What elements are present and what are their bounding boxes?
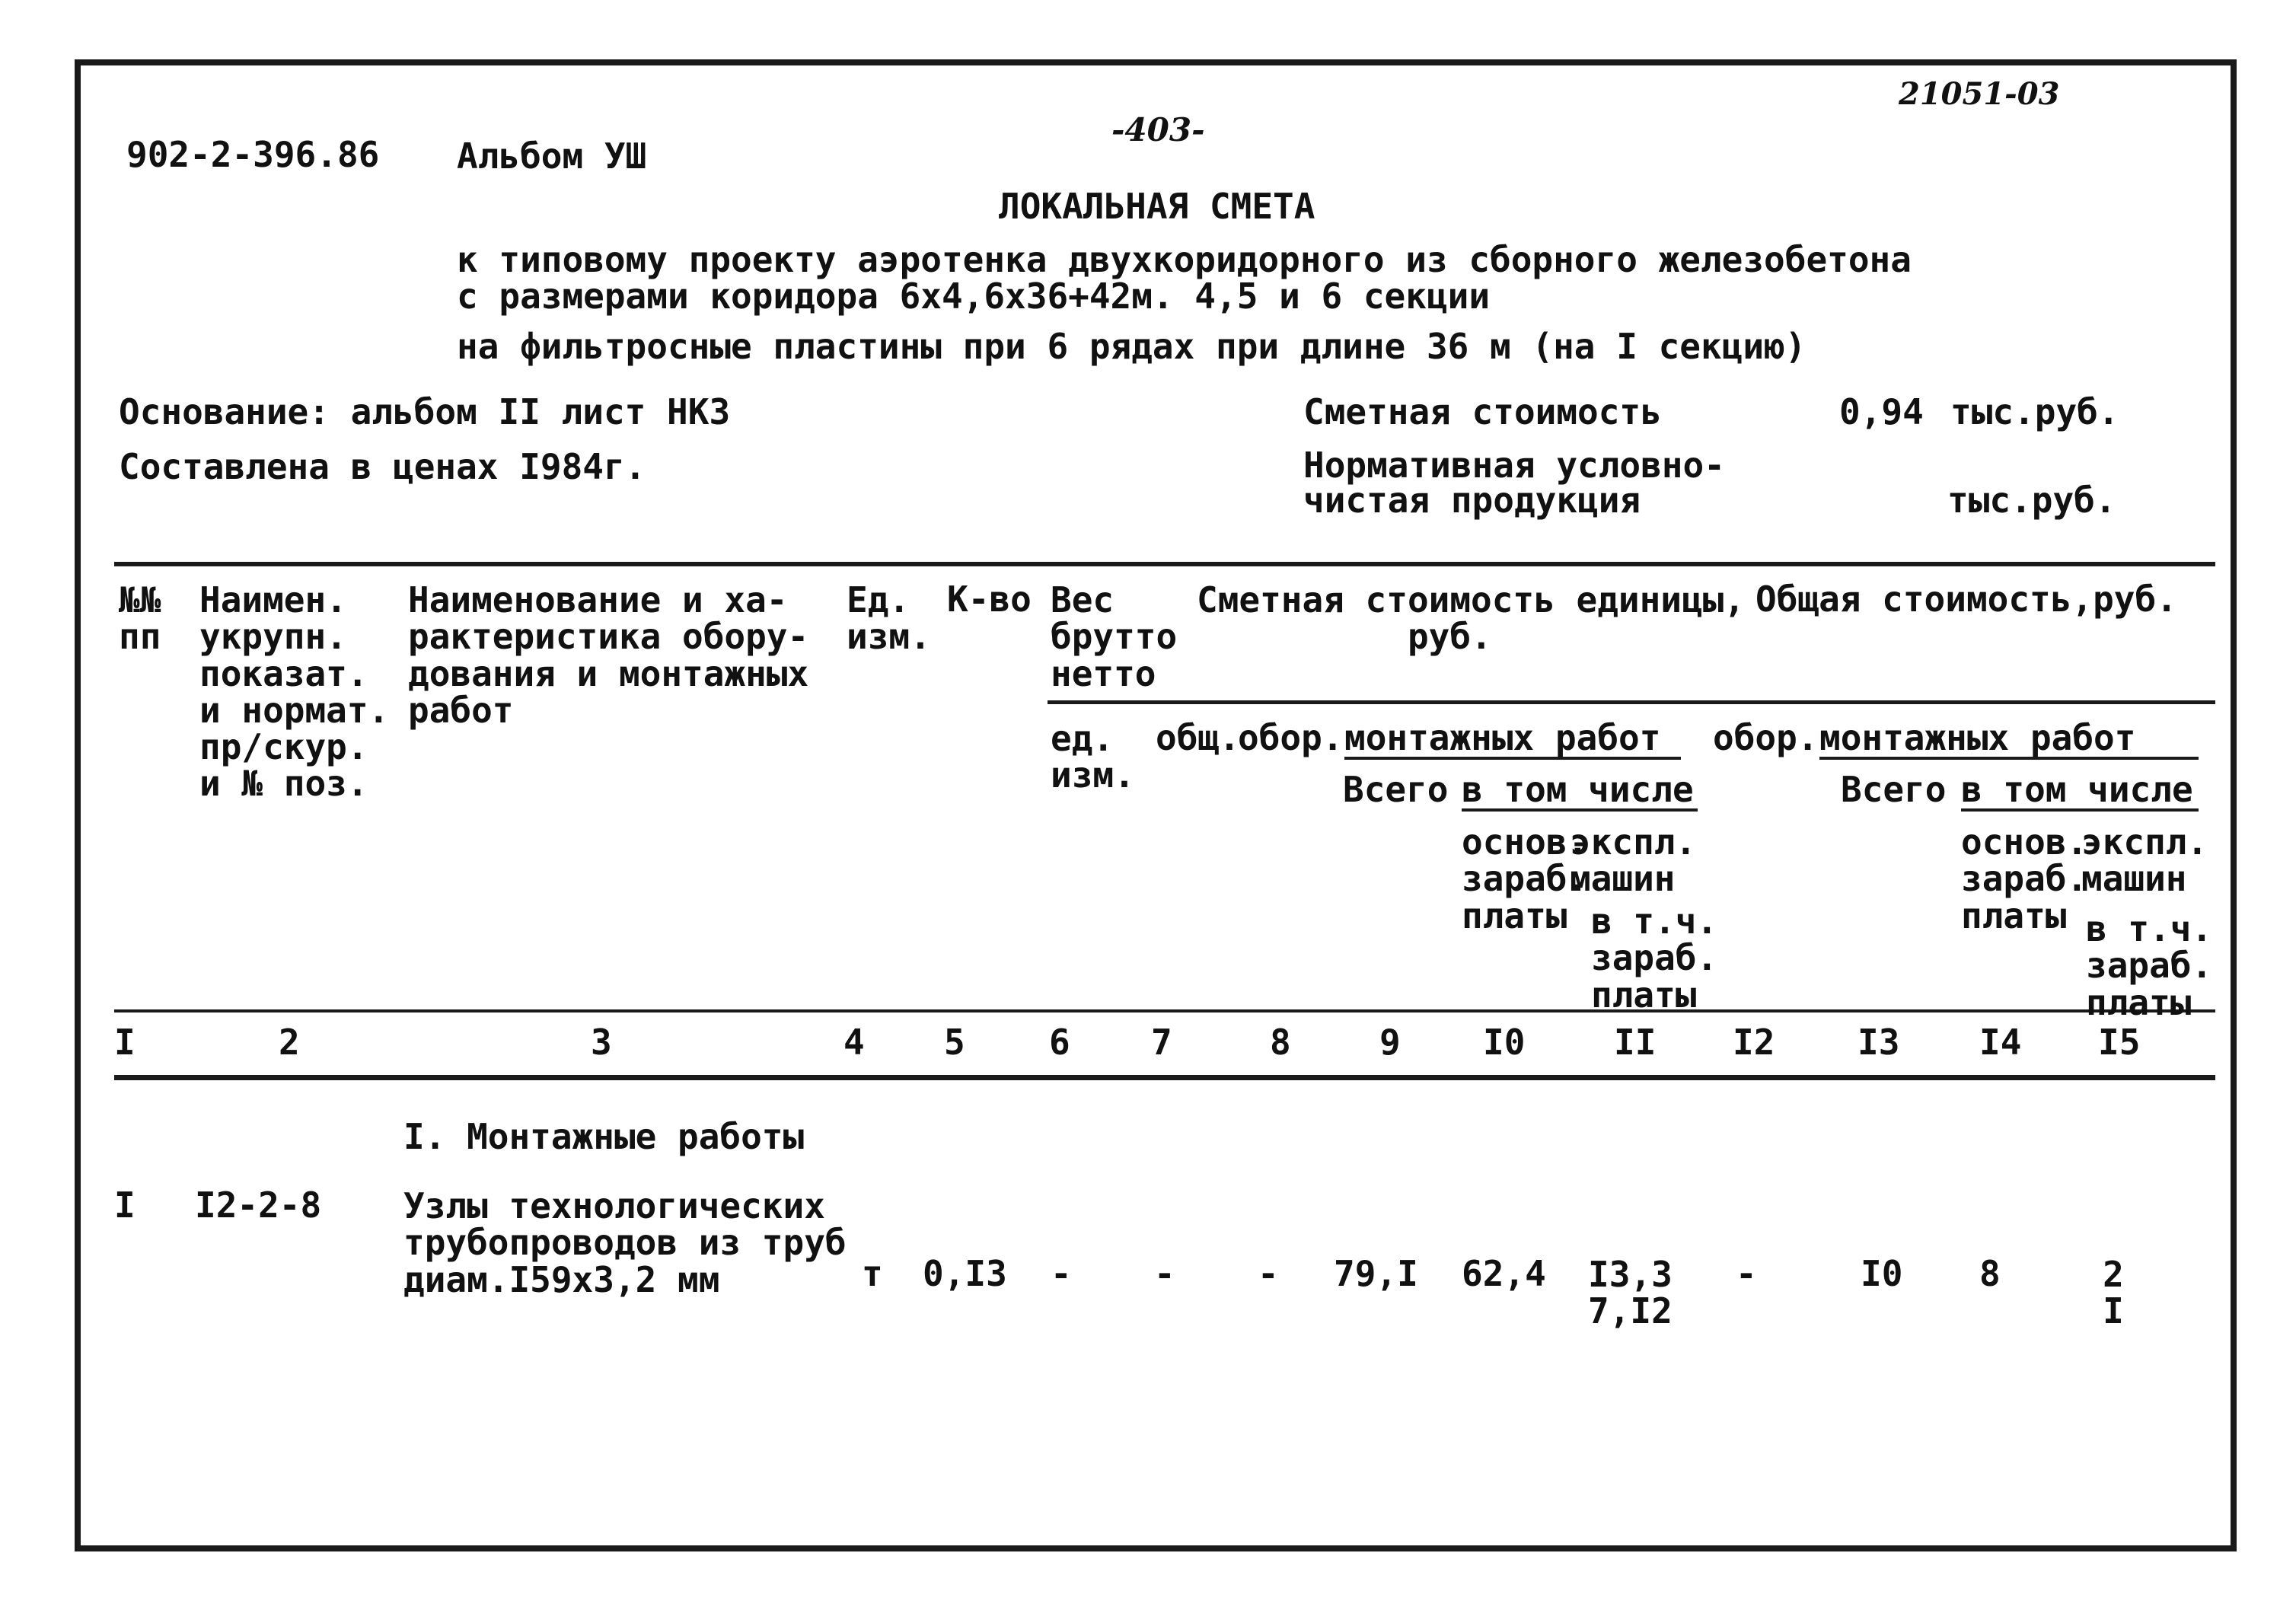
table-top-rule [114, 562, 2215, 566]
cost-label: Сметная стоимость [1303, 391, 1662, 432]
column-number: I2 [1733, 1022, 1775, 1063]
row-col13: I0 [1861, 1253, 1903, 1294]
cost-value: 0,94 [1839, 391, 1924, 432]
header-col-weight: Вес брутто нетто [1051, 579, 1178, 694]
column-number: 8 [1270, 1022, 1291, 1063]
row-col14: 8 [1979, 1253, 2001, 1294]
row-number: I [114, 1185, 136, 1226]
row-col10: 62,4 [1462, 1253, 1546, 1294]
header-obor-total: обор. [1713, 717, 1819, 758]
archive-stamp: 21051-03 [1899, 76, 2060, 112]
header-bottom-rule [114, 1009, 2215, 1012]
header-vtch-total: в том числе [1961, 772, 2199, 812]
subtitle-line-2: с размерами коридора 6х4,6х36+42м. 4,5 и 6 секции [457, 276, 1491, 317]
norm-label-1: Нормативная условно- [1303, 445, 1725, 486]
norm-unit: тыс.руб. [1947, 480, 2116, 521]
header-inner-rule [1048, 700, 2215, 704]
header-ekspl-unit: экспл. машин [1570, 821, 1697, 900]
row-col12: - [1736, 1253, 1757, 1294]
basis-label: Основание: альбом II лист НКЗ [119, 391, 731, 432]
column-number: 4 [843, 1022, 865, 1063]
project-code: 902-2-396.86 [126, 134, 380, 175]
document-title: ЛОКАЛЬНАЯ СМЕТА [999, 186, 1315, 227]
column-number: I5 [2098, 1022, 2141, 1063]
cost-unit: тыс.руб. [1950, 391, 2119, 432]
header-col-number: №№ пп [119, 579, 161, 658]
column-number: 9 [1379, 1022, 1401, 1063]
column-number: I4 [1979, 1022, 2022, 1063]
header-vtch-zp-unit: в т.ч. зараб. платы [1591, 901, 1718, 1016]
column-number: I3 [1858, 1022, 1900, 1063]
norm-label-2: чистая продукция [1303, 480, 1641, 521]
column-number: 3 [591, 1022, 612, 1063]
header-osnov-unit: основ. зараб. платы [1462, 821, 1589, 936]
page-number: -403- [1111, 111, 1205, 148]
column-number: 2 [279, 1022, 300, 1063]
subtitle-line-1: к типовому проекту аэротенка двухкоридорного из сборного железобетона [457, 239, 1912, 280]
section-title: I. Монтажные работы [403, 1116, 805, 1157]
header-col-unit: Ед. изм. [847, 579, 931, 658]
column-number: 7 [1151, 1022, 1172, 1063]
header-mont-total: монтажных работ [1819, 720, 2199, 760]
header-unit-cost: Сметная стоимость единицы, руб. [1197, 579, 1746, 658]
row-col11: I3,3 7,I2 [1588, 1254, 1673, 1332]
row-col15: 2 I [2103, 1254, 2124, 1332]
header-ekspl-total: экспл. машин [2081, 821, 2208, 900]
header-obshch: общ. [1156, 717, 1240, 758]
header-col-code: Наимен. укрупн. показат. и нормат. пр/скур. и № поз. [199, 579, 390, 805]
row-code: I2-2-8 [195, 1185, 322, 1226]
album-label: Альбом УШ [457, 136, 647, 177]
header-ed-izm: ед. изм. [1051, 718, 1135, 796]
row-col7: - [1154, 1253, 1175, 1294]
column-number: II [1614, 1022, 1657, 1063]
header-col-name: Наименование и ха- рактеристика обору- дования и монтажных работ [408, 579, 809, 731]
prices-label: Составлена в ценах I984г. [119, 446, 646, 487]
header-total-cost: Общая стоимость,руб. [1755, 579, 2177, 620]
header-col-qty: К-во [947, 579, 1032, 620]
header-vtch-unit: в том числе [1462, 772, 1698, 812]
column-number-rule [114, 1075, 2215, 1080]
column-number: 6 [1049, 1022, 1070, 1063]
header-mont-unit: монтажных работ [1344, 720, 1681, 760]
column-number: I [114, 1022, 136, 1063]
row-col8: - [1258, 1253, 1279, 1294]
subtitle-line-3: на фильтросные пластины при 6 рядах при длине 36 м (на I секцию) [457, 326, 1807, 367]
column-number: I0 [1483, 1022, 1526, 1063]
header-obor-unit: обор. [1238, 717, 1344, 758]
header-vsego-total: Всего [1841, 769, 1947, 810]
header-osnov-total: основ. зараб. платы [1961, 821, 2088, 936]
header-vsego-unit: Всего [1343, 769, 1449, 810]
column-number: 5 [944, 1022, 965, 1063]
row-unit: т [862, 1253, 883, 1294]
row-name: Узлы технологических трубопроводов из труб диам.I59х3,2 мм [403, 1185, 847, 1300]
row-qty: 0,I3 [923, 1253, 1007, 1294]
row-col6: - [1051, 1253, 1072, 1294]
header-vtch-zp-total: в т.ч. зараб. платы [2086, 908, 2213, 1023]
row-col9: 79,I [1334, 1253, 1418, 1294]
